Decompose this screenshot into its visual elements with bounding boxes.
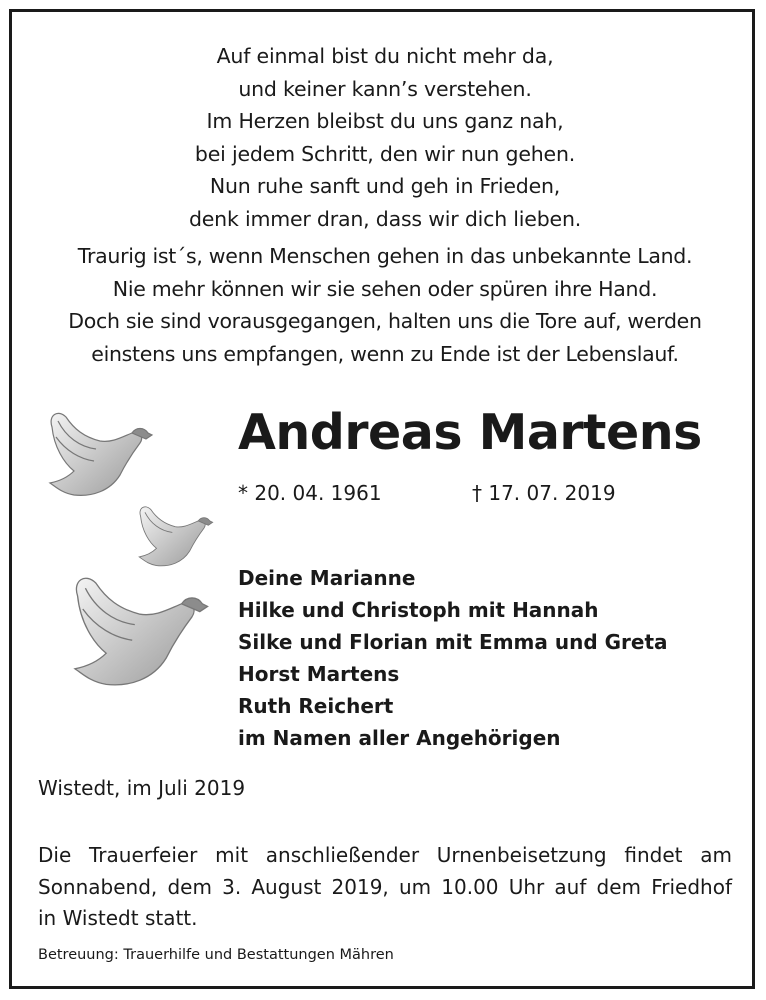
- poem-line: denk immer dran, dass wir dich lieben.: [188, 206, 582, 231]
- funeral-line: Sonnabend, dem 3. August 2019, um 10.00 Uhr auf dem Friedhof: [38, 874, 732, 899]
- mourner: Hilke und Christoph mit Hannah: [238, 598, 599, 622]
- birth-date: * 20. 04. 1961: [238, 481, 382, 505]
- funeral-notice: [38, 840, 732, 935]
- obituary-frame: [9, 9, 755, 989]
- poem-line: Auf einmal bist du nicht mehr da,: [216, 44, 554, 68]
- funeral-line: Die Trauerfeier mit anschließender Urnenbeisetzung findet am: [38, 843, 732, 867]
- doves-icon: [40, 397, 220, 707]
- dove-icon: [75, 578, 208, 685]
- mourners-list: [238, 562, 668, 754]
- verse-line: Nie mehr können wir sie sehen oder spüren ihre Hand.: [112, 276, 658, 301]
- poem: [12, 40, 758, 235]
- deceased-name: Andreas Martens: [238, 404, 702, 461]
- dove-icon: [50, 413, 152, 495]
- mourner: Silke und Florian mit Emma und Greta: [238, 630, 668, 654]
- dove-icon: [139, 507, 212, 566]
- verse-line: Traurig ist´s, wenn Menschen gehen in das unbekannte Land.: [77, 244, 693, 268]
- poem-line: und keiner kann’s verstehen.: [238, 76, 532, 101]
- poem-line: Im Herzen bleibst du uns ganz nah,: [206, 109, 564, 133]
- death-date: † 17. 07. 2019: [472, 481, 616, 505]
- poem-line: Nun ruhe sanft und geh in Frieden,: [209, 174, 561, 198]
- verse-line: Doch sie sind vorausgegangen, halten uns die Tore auf, werden: [68, 309, 702, 333]
- care-note: Betreuung: Trauerhilfe und Bestattungen Mähren: [38, 947, 394, 963]
- verse: [12, 240, 758, 370]
- funeral-line: in Wistedt statt.: [38, 906, 198, 930]
- mourner: Horst Martens: [238, 662, 400, 686]
- mourner: im Namen aller Angehörigen: [238, 726, 561, 750]
- poem-line: bei jedem Schritt, den wir nun gehen.: [194, 141, 576, 166]
- mourner: Ruth Reichert: [238, 694, 394, 718]
- verse-line: einstens uns empfangen, wenn zu Ende ist der Lebenslauf.: [91, 341, 679, 366]
- place-date: Wistedt, im Juli 2019: [38, 776, 246, 800]
- mourner: Deine Marianne: [238, 566, 416, 590]
